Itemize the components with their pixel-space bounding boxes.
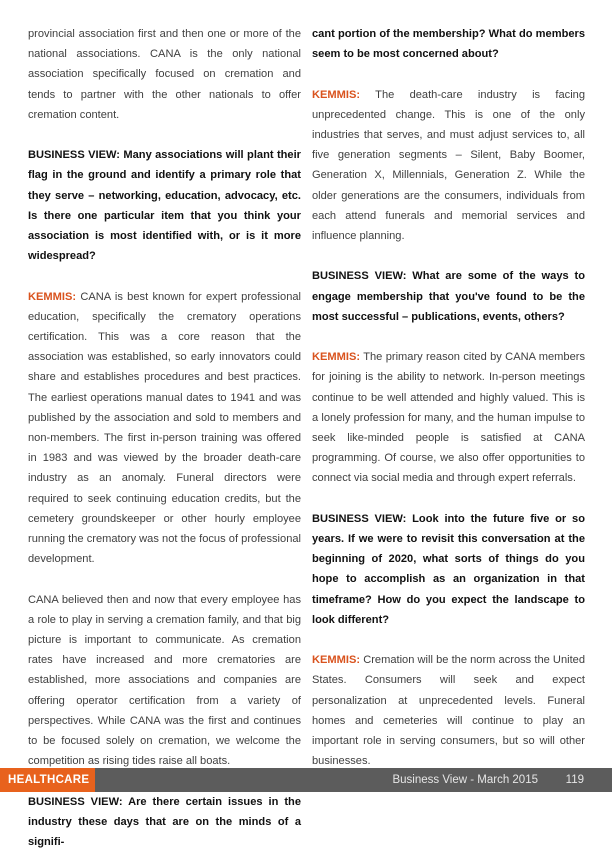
question: BUSINESS VIEW: Look into the future five or so years. If we were to revisit this conversation at the beginning of 2020, what sorts of things do you hope to accomplish as an organization in that timeframe? How do you expect the landscape to look different? [312,512,585,626]
answer-text: CANA is best known for expert professional education, specifically the crematory operations certification. This was a core reason that the association was established, so early innovators could share and establishes procedures and best practices. The earliest operations manual dates to 1941 and was published by the association and sold to members and non-members. The first in-person training was offered in 1983 and was viewed by the broader death-care industry as an anomaly. Funeral directors were required to seek continuing education credits, but the cemetery groundskeeper or other hourly employee running the crematory was not the focus of professional development. [28,290,301,566]
speaker-label: KEMMIS: [312,88,361,101]
question: BUSINESS VIEW: What are some of the ways to engage membership that you've found to be the most successful – publications, events, others? [312,270,585,323]
speaker-label: KEMMIS: [28,290,77,303]
question-continued: cant portion of the membership? What do members seem to be most concerned about? [312,28,585,61]
page-number: 119 [565,774,584,786]
answer [312,347,585,488]
speaker-label: KEMMIS: [312,351,361,364]
page-footer [0,768,612,792]
continued-paragraph: provincial association first and then one or more of the national associations. CANA is the only national association specifically focused on cremation and tends to partner with the other nationals to offer cremation content. [28,28,301,121]
paragraph: CANA believed then and now that every employee has a role to play in serving a cremation family, and that big picture is important to communicate. As cremation rates have increased and more crematories are established, more associations and companies are offering operator certification from a variety of perspectives. While CANA was the first and continues to be focused solely on cremation, we welcome the competition as rising tides raise all boats. [28,593,301,768]
answer-text: Cremation will be the norm across the United States. Consumers will seek and expect personalization at unprecedented levels. Funeral homes and cemeteries will continue to play an important role in serving consumers, but so will other businesses. [312,654,585,768]
answer [28,287,301,570]
left-column [28,24,301,852]
answer-text: The death-care industry is facing unprecedented change. This is one of the only industries that serves, and must adjust services to, all five generation segments – Silent, Baby Boomer, Generation X, Millennials, Generation Z. While the older generations are the consumers, individuals from each attend funerals and memorial services and influence planning. [312,88,585,243]
answer-text: The primary reason cited by CANA members for joining is the ability to network. In-person meetings continue to be well attended and highly valued. This is a lonely profession for many, and the human impulse to seek like-minded people is satisfied at CANA programming. Of course, we also offer opportunities to connect via social media and through expert referrals. [312,351,585,485]
question: BUSINESS VIEW: Many associations will plant their flag in the ground and identify a primary role that they serve – networking, education, advocacy, etc. Is there one particular item that you think your association is most identified with, or is it more widespread? [28,149,301,263]
publication-title: Business View - March 2015 [392,774,538,786]
section-tab: HEALTHCARE [0,768,95,792]
right-column [312,24,585,771]
speaker-label: KEMMIS: [312,654,361,667]
answer [312,650,585,771]
question: BUSINESS VIEW: Are there certain issues in the industry these days that are on the minds of a signifi- [28,795,301,849]
answer [312,85,585,247]
